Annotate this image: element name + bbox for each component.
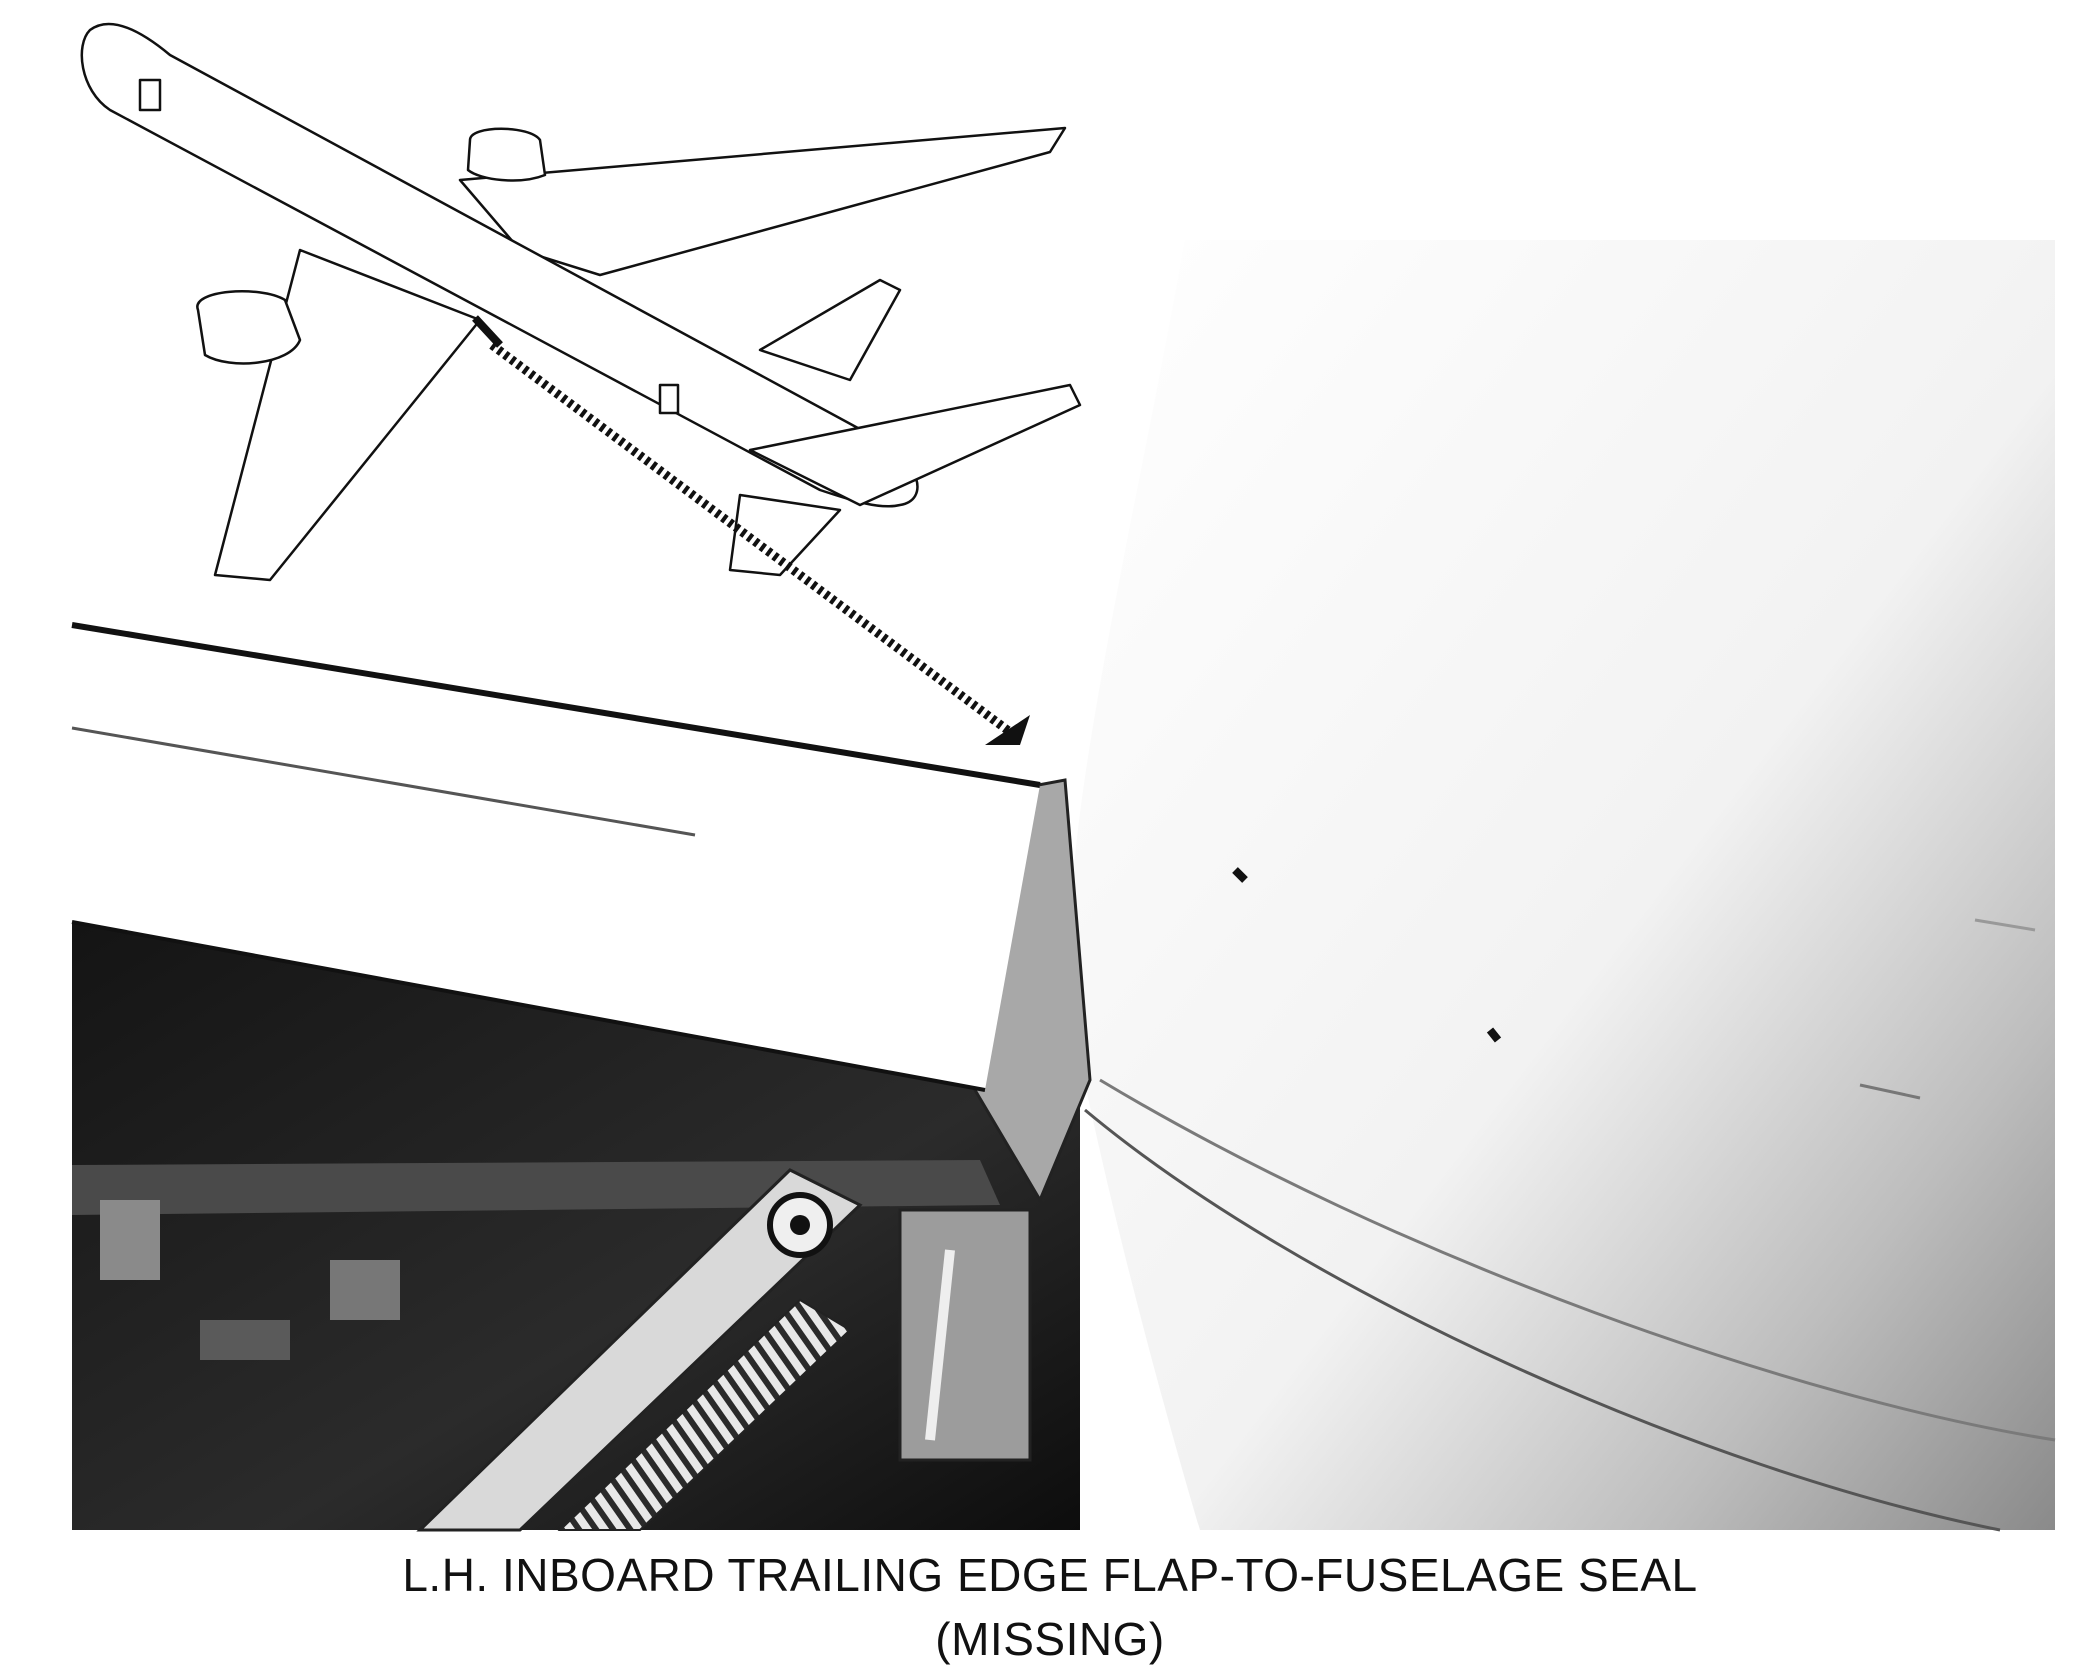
right-engine	[468, 129, 545, 181]
clutter	[330, 1260, 400, 1320]
left-engine	[197, 291, 300, 363]
pivot-bolt-center	[790, 1215, 810, 1235]
right-wing	[460, 128, 1065, 275]
caption-subtitle: (MISSING)	[935, 1613, 1165, 1665]
sketch-fuselage	[82, 24, 918, 506]
right-stabilizer	[760, 280, 900, 380]
aircraft-planform-sketch	[82, 24, 1080, 580]
caption-title: L.H. INBOARD TRAILING EDGE FLAP-TO-FUSELAGE SEAL	[402, 1549, 1698, 1601]
clutter	[100, 1200, 160, 1280]
clutter	[200, 1320, 290, 1360]
fuselage-skin	[1069, 240, 2055, 1530]
support-bracket	[900, 1210, 1030, 1460]
door	[140, 80, 160, 110]
door	[660, 385, 678, 413]
left-elevator	[730, 495, 840, 575]
seal-location	[475, 318, 500, 345]
